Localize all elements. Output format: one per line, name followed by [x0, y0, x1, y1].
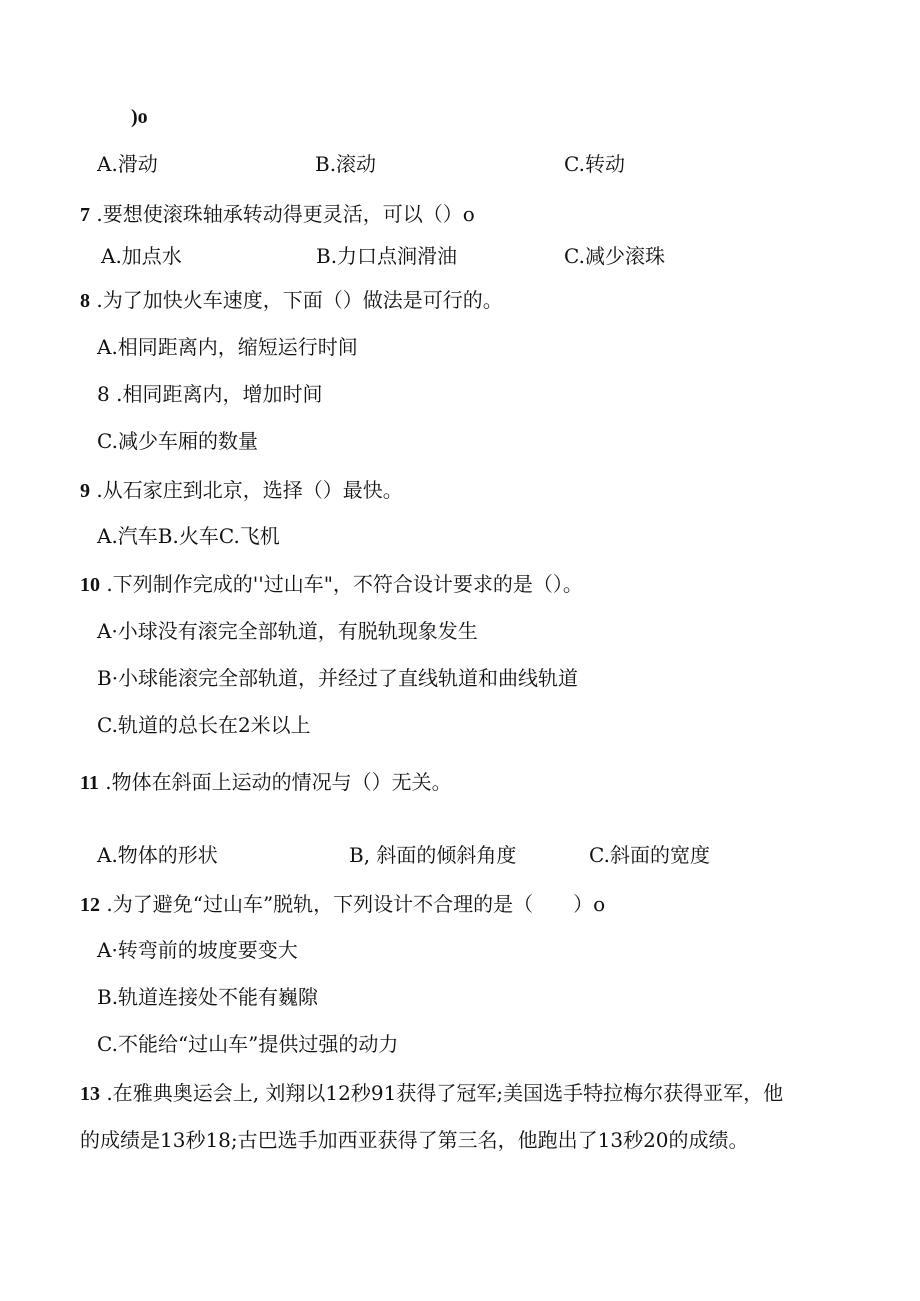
q7-number: 7	[80, 204, 90, 226]
q11-number: 11	[80, 772, 99, 794]
q7-question	[80, 202, 475, 227]
q12-option-a: A·转弯前的坡度要变大	[97, 938, 298, 962]
q7-option-a: A.加点水	[101, 244, 182, 268]
q8-option-b: 8 .相同距离内，增加时间	[97, 382, 323, 406]
q7-option-c: C.减少滚珠	[564, 244, 665, 268]
q6-option-a: A.滑动	[97, 152, 158, 176]
q10-number: 10	[80, 574, 100, 596]
q8-text: .为了加快火车速度，下面（）做法是可行的。	[96, 288, 503, 312]
q9-question	[80, 478, 403, 503]
q11-option-a: A.物体的形状	[97, 843, 218, 867]
q7-option-b: B.力口点涧滑油	[316, 244, 458, 268]
q13-question-line1	[80, 1081, 783, 1106]
q10-option-b: B·小球能滚完全部轨道，并经过了直线轨道和曲线轨道	[97, 666, 579, 690]
q7-text: .要想使滚珠轴承转动得更灵活，可以（）o	[96, 202, 475, 226]
q8-option-c: C.减少车厢的数量	[97, 429, 258, 453]
q11-option-b: B, 斜面的倾斜角度	[349, 843, 517, 867]
q12-option-c: C.不能给“过山车”提供过强的动力	[97, 1032, 399, 1056]
q8-question	[80, 288, 503, 313]
q9-options: A.汽车B.火车C.飞机	[97, 524, 280, 548]
top-fragment: )o	[131, 106, 148, 128]
q9-text: .从石家庄到北京，选择（）最快。	[96, 478, 403, 502]
q8-number: 8	[80, 290, 90, 312]
q12-number: 12	[80, 894, 100, 916]
q10-option-c: C.轨道的总长在2米以上	[97, 713, 311, 737]
q12-question	[80, 892, 605, 917]
q6-option-b: B.滚动	[315, 152, 377, 176]
q10-option-a: A·小球没有滚完全部轨道，有脱轨现象发生	[97, 619, 478, 643]
q10-question	[80, 572, 583, 597]
q6-option-c: C.转动	[564, 152, 625, 176]
q13-question-line2: 的成绩是13秒18;古巴选手加西亚获得了第三名，他跑出了13秒20的成绩。	[80, 1128, 749, 1152]
q8-option-a: A.相同距离内，缩短运行时间	[97, 335, 358, 359]
q13-text-line1: .在雅典奥运会上, 刘翔以12秒91获得了冠军;美国选手特拉梅尔获得亚军，他	[106, 1081, 784, 1105]
q9-number: 9	[80, 480, 90, 502]
q13-number: 13	[80, 1083, 100, 1105]
q11-text: .物体在斜面上运动的情况与（）无关。	[105, 770, 452, 794]
q11-question	[80, 770, 452, 795]
q12-option-b: B.轨道连接处不能有巍隙	[97, 985, 319, 1009]
q12-text: .为了避免“过山车”脱轨，下列设计不合理的是（ ）o	[106, 892, 606, 916]
q10-text: .下列制作完成的''过山车"，不符合设计要求的是（）。	[106, 572, 583, 596]
q11-option-c: C.斜面的宽度	[589, 843, 710, 867]
